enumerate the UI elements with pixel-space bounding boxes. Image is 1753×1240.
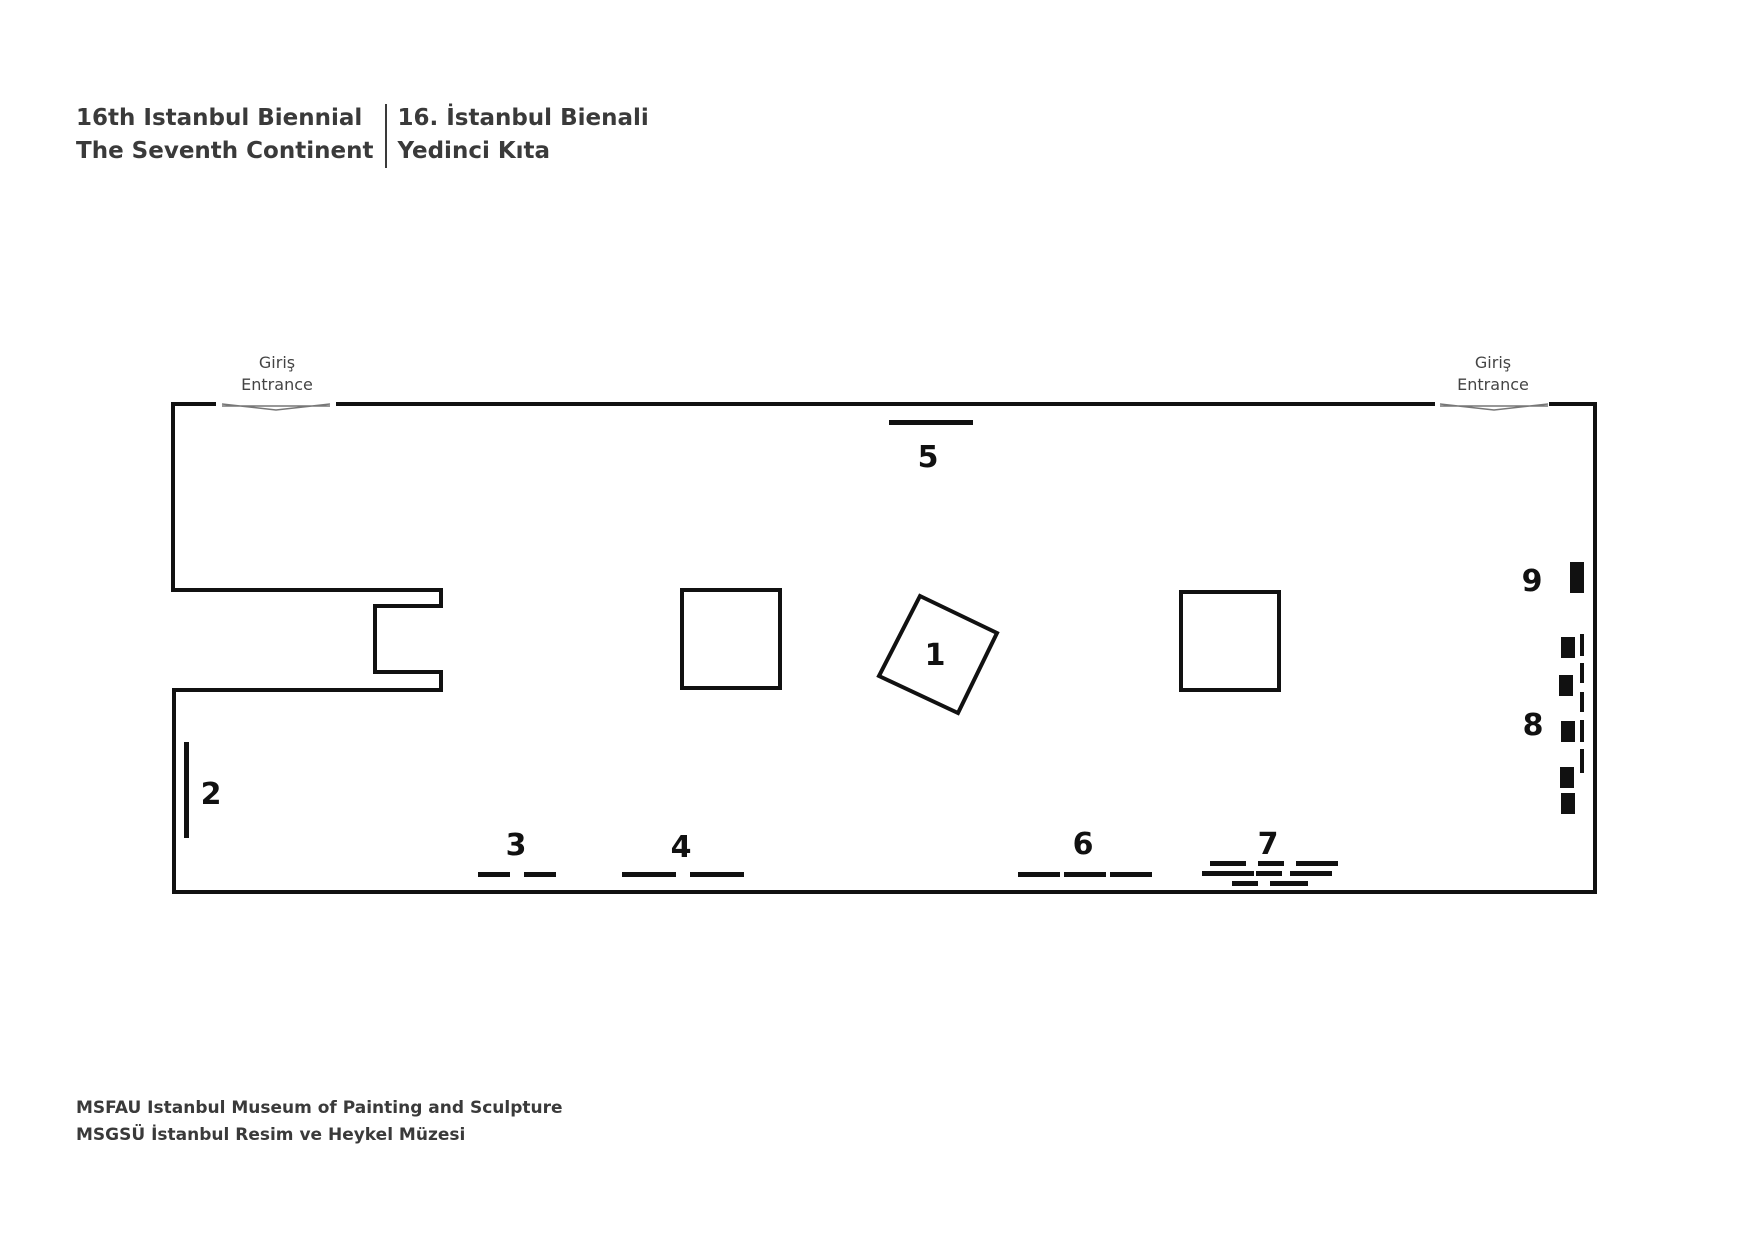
work-3-panel-b (524, 872, 556, 877)
work-number-6: 6 (1072, 827, 1094, 862)
entrance-right-label-tr: Giriş (1474, 353, 1512, 372)
work-8-strip (1580, 720, 1584, 742)
work-3-panel-a (478, 872, 510, 877)
work-2-wall (184, 742, 189, 838)
pillar-left (682, 590, 780, 688)
work-7-panel (1256, 871, 1282, 876)
work-number-8: 8 (1522, 708, 1544, 743)
work-7-panel (1290, 871, 1332, 876)
entrance-door-right (1440, 404, 1548, 410)
entrance-door-left (222, 404, 330, 410)
work-9-block (1570, 562, 1584, 593)
entrance-left-label-en: Entrance (241, 375, 313, 394)
venue-name-tr: MSGSÜ İstanbul Resim ve Heykel Müzesi (76, 1125, 466, 1145)
work-number-4: 4 (670, 830, 692, 865)
work-8-strip (1580, 692, 1584, 712)
work-7-panel (1232, 881, 1258, 886)
work-4-panel-a (622, 872, 676, 877)
work-number-5: 5 (917, 440, 939, 475)
work-8-strip (1580, 634, 1584, 656)
entrance-left-label-tr: Giriş (258, 353, 296, 372)
work-number-2: 2 (200, 777, 222, 812)
work-number-3: 3 (505, 828, 527, 863)
work-8-block (1559, 675, 1573, 696)
entrance-right-label-en: Entrance (1457, 375, 1529, 394)
biennial-name-en: 16th Istanbul Biennial (76, 105, 363, 131)
work-8-block (1561, 793, 1575, 814)
work-7-panel (1210, 861, 1246, 866)
work-number-9: 9 (1521, 564, 1543, 599)
biennial-theme-tr: Yedinci Kıta (397, 138, 551, 164)
work-6-panel-c (1110, 872, 1152, 877)
work-7-panel (1202, 871, 1254, 876)
work-8-block (1560, 767, 1574, 788)
biennial-name-tr: 16. İstanbul Bienali (397, 105, 649, 131)
work-7-panel (1270, 881, 1308, 886)
work-8-strip (1580, 663, 1584, 683)
pillar-right (1181, 592, 1279, 690)
work-6-panel-a (1018, 872, 1060, 877)
biennial-theme-en: The Seventh Continent (76, 138, 374, 164)
work-7-panel (1296, 861, 1338, 866)
work-8-block (1561, 637, 1575, 658)
work-8-strip (1580, 749, 1584, 773)
work-4-panel-b (690, 872, 744, 877)
work-8-block (1561, 721, 1575, 742)
work-number-7: 7 (1257, 827, 1279, 862)
work-5-wall (889, 420, 973, 425)
outer-wall (173, 404, 1595, 892)
work-number-1: 1 (924, 638, 946, 673)
work-6-panel-b (1064, 872, 1106, 877)
venue-name-block (76, 1095, 563, 1149)
venue-name-en: MSFAU Istanbul Museum of Painting and Sculpture (76, 1098, 563, 1118)
